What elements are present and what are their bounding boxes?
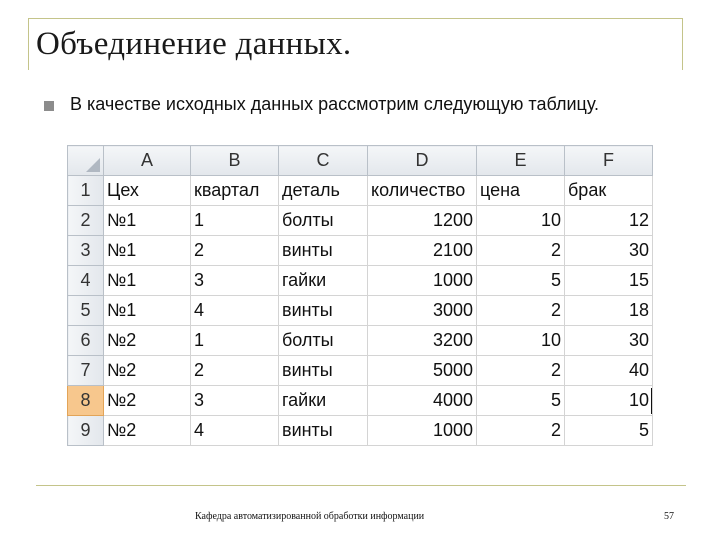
spreadsheet-grid (67, 145, 653, 446)
cell-f3[interactable]: 30 (565, 236, 653, 266)
table-row (68, 266, 653, 296)
cell-f7[interactable]: 40 (565, 356, 653, 386)
cell-d6[interactable]: 3200 (368, 326, 477, 356)
cell-c7[interactable]: винты (279, 356, 368, 386)
cell-a1[interactable]: Цех (104, 176, 191, 206)
spreadsheet-screenshot (67, 145, 655, 455)
cell-c1[interactable]: деталь (279, 176, 368, 206)
column-header-row (68, 146, 653, 176)
column-header-c[interactable]: C (279, 146, 368, 176)
cell-b3[interactable]: 2 (191, 236, 279, 266)
cell-e4[interactable]: 5 (477, 266, 565, 296)
cell-d9[interactable]: 1000 (368, 416, 477, 446)
cell-d8[interactable]: 4000 (368, 386, 477, 416)
cell-f2[interactable]: 12 (565, 206, 653, 236)
cell-e9[interactable]: 2 (477, 416, 565, 446)
cell-value: 10 (628, 390, 649, 410)
footer-divider (36, 485, 686, 486)
cell-f1[interactable]: брак (565, 176, 653, 206)
table-row (68, 416, 653, 446)
cell-c5[interactable]: винты (279, 296, 368, 326)
cell-c3[interactable]: винты (279, 236, 368, 266)
cell-a8[interactable]: №2 (104, 386, 191, 416)
cell-e2[interactable]: 10 (477, 206, 565, 236)
column-header-d[interactable]: D (368, 146, 477, 176)
cell-b8[interactable]: 3 (191, 386, 279, 416)
table-row (68, 356, 653, 386)
cell-f6[interactable]: 30 (565, 326, 653, 356)
slide-frame-top (28, 18, 682, 19)
cell-c4[interactable]: гайки (279, 266, 368, 296)
cell-a3[interactable]: №1 (104, 236, 191, 266)
cell-b9[interactable]: 4 (191, 416, 279, 446)
cell-d3[interactable]: 2100 (368, 236, 477, 266)
row-header-5[interactable]: 5 (68, 296, 104, 326)
cell-a7[interactable]: №2 (104, 356, 191, 386)
row-header-8[interactable]: 8 (68, 386, 104, 416)
bullet-text: В качестве исходных данных рассмотрим следующую таблицу. (70, 94, 600, 114)
active-cell-cursor (651, 388, 653, 414)
page-number: 57 (664, 511, 674, 522)
table-row (68, 176, 653, 206)
cell-e3[interactable]: 2 (477, 236, 565, 266)
cell-e1[interactable]: цена (477, 176, 565, 206)
cell-b4[interactable]: 3 (191, 266, 279, 296)
cell-a2[interactable]: №1 (104, 206, 191, 236)
row-header-3[interactable]: 3 (68, 236, 104, 266)
footer-text: Кафедра автоматизированной обработки информации (195, 511, 425, 522)
cell-d4[interactable]: 1000 (368, 266, 477, 296)
cell-e7[interactable]: 2 (477, 356, 565, 386)
column-header-b[interactable]: B (191, 146, 279, 176)
cell-b7[interactable]: 2 (191, 356, 279, 386)
cell-d5[interactable]: 3000 (368, 296, 477, 326)
row-header-9[interactable]: 9 (68, 416, 104, 446)
table-row (68, 236, 653, 266)
column-header-e[interactable]: E (477, 146, 565, 176)
table-row (68, 386, 653, 416)
cell-b2[interactable]: 1 (191, 206, 279, 236)
cell-a6[interactable]: №2 (104, 326, 191, 356)
column-header-a[interactable]: A (104, 146, 191, 176)
cell-f4[interactable]: 15 (565, 266, 653, 296)
table-row (68, 206, 653, 236)
table-row (68, 296, 653, 326)
cell-d2[interactable]: 1200 (368, 206, 477, 236)
cell-a9[interactable]: №2 (104, 416, 191, 446)
select-all-triangle-icon (86, 158, 100, 172)
slide-frame-right (682, 18, 683, 70)
slide-frame-left (28, 18, 29, 70)
cell-e5[interactable]: 2 (477, 296, 565, 326)
row-header-4[interactable]: 4 (68, 266, 104, 296)
cell-c6[interactable]: болты (279, 326, 368, 356)
cell-a4[interactable]: №1 (104, 266, 191, 296)
cell-e8[interactable]: 5 (477, 386, 565, 416)
cell-b5[interactable]: 4 (191, 296, 279, 326)
cell-c8[interactable]: гайки (279, 386, 368, 416)
cell-f9[interactable]: 5 (565, 416, 653, 446)
cell-a5[interactable]: №1 (104, 296, 191, 326)
row-header-6[interactable]: 6 (68, 326, 104, 356)
select-all-corner[interactable] (68, 146, 104, 176)
cell-b6[interactable]: 1 (191, 326, 279, 356)
column-header-f[interactable]: F (565, 146, 653, 176)
table-row (68, 326, 653, 356)
cell-c2[interactable]: болты (279, 206, 368, 236)
cell-f8[interactable] (565, 386, 653, 416)
bullet-square-icon (44, 101, 54, 111)
cell-e6[interactable]: 10 (477, 326, 565, 356)
row-header-2[interactable]: 2 (68, 206, 104, 236)
cell-d7[interactable]: 5000 (368, 356, 477, 386)
row-header-1[interactable]: 1 (68, 176, 104, 206)
cell-d1[interactable]: количество (368, 176, 477, 206)
slide-title: Объединение данных. (36, 26, 352, 62)
row-header-7[interactable]: 7 (68, 356, 104, 386)
cell-c9[interactable]: винты (279, 416, 368, 446)
cell-b1[interactable]: квартал (191, 176, 279, 206)
cell-f5[interactable]: 18 (565, 296, 653, 326)
